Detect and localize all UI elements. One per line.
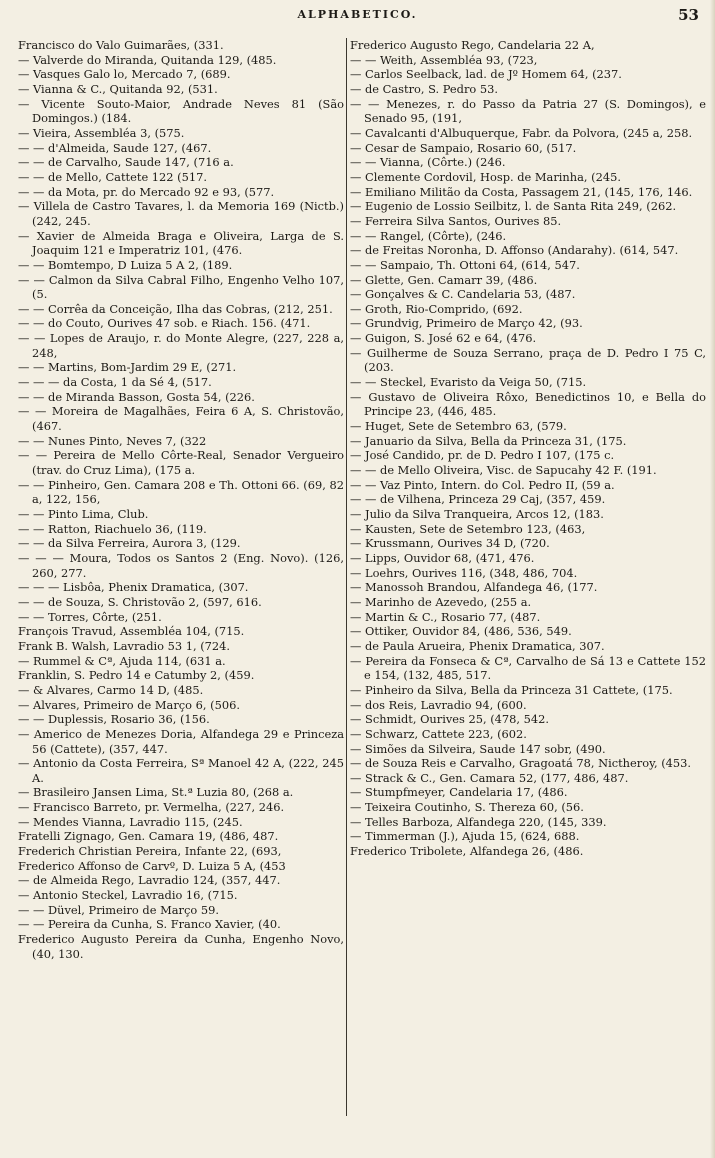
directory-entry: — — Vaz Pinto, Intern. do Col. Pedro II, (59 a. — [350, 477, 615, 492]
directory-entry: — — — da Costa, 1 da Sé 4, (517. — [18, 375, 212, 390]
directory-entry: — — de Mello Oliveira, Visc. de Sapucahy 42 F. (191. — [350, 463, 657, 478]
directory-entry: — — d'Almeida, Saude 127, (467. — [18, 140, 212, 155]
page-number: 53 — [678, 6, 699, 24]
right-column — [350, 38, 706, 859]
directory-entry: — — — Lisbôa, Phenix Dramatica, (307. — [18, 580, 249, 595]
directory-entry: — de Castro, S. Pedro 53. — [350, 81, 498, 96]
directory-entry: — — Vianna, (Côrte.) (246. — [350, 155, 506, 170]
directory-entry: — Antonio Steckel, Lavradio 16, (715. — [18, 888, 238, 903]
directory-entry: — Mendes Vianna, Lavradio 115, (245. — [18, 814, 243, 829]
directory-entry: — & Alvares, Carmo 14 D, (485. — [18, 682, 204, 697]
directory-entry: — Groth, Rio-Comprido, (692. — [350, 301, 523, 316]
directory-entry: — de Almeida Rego, Lavradio 124, (357, 447. — [18, 873, 281, 888]
directory-entry: — Ottiker, Ouvidor 84, (486, 536, 549. — [350, 624, 572, 639]
directory-entry: — — Weith, Assembléa 93, (723, — [350, 52, 538, 67]
directory-entry: — — do Couto, Ourives 47 sob. e Riach. 156. (471. — [18, 316, 311, 331]
directory-entry: — — de Mello, Cattete 122 (517. — [18, 169, 207, 184]
directory-entry: — — Pereira de Mello Côrte-Real, Senador Vergueiro (trav. do Cruz Lima), (175 a. — [18, 448, 344, 478]
directory-entry: — Xavier de Almeida Braga e Oliveira, Larga de S. Joaquim 121 e Imperatriz 101, (476. — [18, 228, 344, 258]
directory-entry: — — Torres, Côrte, (251. — [18, 609, 162, 624]
left-column — [18, 38, 344, 961]
directory-entry: Franklin, S. Pedro 14 e Catumby 2, (459. — [18, 668, 255, 683]
directory-entry: — — Moreira de Magalhães, Feira 6 A, S. Christovão, (467. — [18, 404, 344, 434]
directory-entry: — Antonio da Costa Ferreira, Sª Manoel 42 A, (222, 245 A. — [18, 756, 344, 785]
directory-entry: — — Nunes Pinto, Neves 7, (322 — [18, 433, 207, 448]
directory-columns — [18, 38, 710, 1118]
directory-entry: — — Düvel, Primeiro de Março 59. — [18, 902, 219, 917]
directory-entry: — Timmerman (J.), Ajuda 15, (624, 688. — [350, 829, 580, 844]
directory-entry: — — Rangel, (Côrte), (246. — [350, 228, 507, 243]
directory-entry: Frederico Tribolete, Alfandega 26, (486. — [350, 844, 584, 859]
directory-entry: — Emiliano Militão da Costa, Passagem 21, (145, 176, 146. — [350, 184, 693, 199]
directory-entry: — Strack & C., Gen. Camara 52, (177, 486, 487. — [350, 770, 629, 785]
directory-entry: — — da Mota, pr. do Mercado 92 e 93, (577. — [18, 184, 275, 199]
directory-entry: — dos Reis, Lavradio 94, (600. — [350, 697, 527, 712]
directory-entry: — de Souza Reis e Carvalho, Gragoatá 78, Nictheroy, (453. — [350, 756, 692, 771]
directory-entry: — Huget, Sete de Setembro 63, (579. — [350, 419, 567, 434]
directory-entry: — — Menezes, r. do Passo da Patria 27 (S. Domingos), e Senado 95, (191, — [350, 96, 706, 126]
directory-entry: — Brasileiro Jansen Lima, St.ª Luzia 80, (268 a. — [18, 785, 294, 800]
directory-entry: — Clemente Cordovil, Hosp. de Marinha, (245. — [350, 169, 621, 184]
directory-entry: — — Duplessis, Rosario 36, (156. — [18, 712, 210, 727]
directory-entry: — Schwarz, Cattete 223, (602. — [350, 726, 527, 741]
directory-entry: — — Sampaio, Th. Ottoni 64, (614, 547. — [350, 257, 580, 272]
directory-entry: — — da Silva Ferreira, Aurora 3, (129. — [18, 536, 241, 551]
page-edge-shadow — [710, 0, 715, 1158]
directory-entry: François Travud, Assembléa 104, (715. — [18, 624, 245, 639]
directory-entry: — Schmidt, Ourives 25, (478, 542. — [350, 712, 550, 727]
directory-entry: — Vieira, Assembléa 3, (575. — [18, 125, 185, 140]
directory-entry: — — Steckel, Evaristo da Veiga 50, (715. — [350, 375, 587, 390]
directory-entry: — — Ratton, Riachuelo 36, (119. — [18, 521, 207, 536]
directory-entry: — Krussmann, Ourives 34 D, (720. — [350, 536, 550, 551]
directory-entry: — Martin & C., Rosario 77, (487. — [350, 609, 541, 624]
directory-entry: — Rummel & Cª, Ajuda 114, (631 a. — [18, 653, 226, 668]
column-divider — [346, 38, 347, 1116]
directory-entry: — Kausten, Sete de Setembro 123, (463, — [350, 521, 586, 536]
directory-entry: — Julio da Silva Tranqueira, Arcos 12, (183. — [350, 507, 604, 521]
directory-entry: — Marinho de Azevedo, (255 a. — [350, 594, 532, 609]
directory-entry: Frederico Augusto Rego, Candelaria 22 A, — [350, 38, 595, 52]
directory-entry: — Lipps, Ouvidor 68, (471, 476. — [350, 550, 535, 565]
directory-entry: — Vicente Souto-Maior, Andrade Neves 81 (São Domingos.) (184. — [18, 96, 344, 126]
directory-entry: — Pinheiro da Silva, Bella da Princeza 31 Cattete, (175. — [350, 682, 673, 697]
directory-entry: Frederico Augusto Pereira da Cunha, Engenho Novo, (40, 130. — [18, 932, 344, 961]
directory-entry: — Villela de Castro Tavares, l. da Memoria 169 (Nictb.) (242, 245. — [18, 199, 344, 228]
directory-entry: — Telles Barboza, Alfandega 220, (145, 339. — [350, 814, 607, 829]
directory-entry: — — de Carvalho, Saude 147, (716 a. — [18, 155, 234, 170]
directory-entry: — Guigon, S. José 62 e 64, (476. — [350, 331, 537, 346]
directory-entry: — Simões da Silveira, Saude 147 sobr, (490. — [350, 741, 606, 756]
directory-entry: — José Candido, pr. de D. Pedro I 107, (175 c. — [350, 448, 615, 463]
directory-entry: — Grundvig, Primeiro de Março 42, (93. — [350, 316, 583, 331]
directory-entry: — Americo de Menezes Doria, Alfandega 29 e Princeza 56 (Cattete), (357, 447. — [18, 726, 344, 756]
directory-entry: — de Freitas Noronha, D. Affonso (Andarahy). (614, 547. — [350, 243, 679, 258]
directory-entry: — — Corrêa da Conceição, Ilha das Cobras, (212, 251. — [18, 301, 333, 316]
directory-entry: — — Calmon da Silva Cabral Filho, Engenho Velho 107, (5. — [18, 272, 344, 302]
directory-entry: — — de Vilhena, Princeza 29 Caj, (357, 459. — [350, 492, 606, 507]
directory-entry: — — Pinto Lima, Club. — [18, 507, 149, 521]
directory-entry: — Francisco Barreto, pr. Vermelha, (227, 246. — [18, 800, 285, 815]
running-title: ALPHABETICO. — [297, 8, 418, 21]
directory-entry: Francisco do Valo Guimarães, (331. — [18, 38, 224, 52]
directory-entry: — Vasques Galo lo, Mercado 7, (689. — [18, 67, 231, 82]
directory-entry: — Pereira da Fonseca & Cª, Carvalho de Sá 13 e Cattete 152 e 154, (132, 485, 517. — [350, 653, 706, 683]
directory-entry: — Januario da Silva, Bella da Princeza 31, (175. — [350, 433, 627, 448]
directory-entry: Frederich Christian Pereira, Infante 22, (693, — [18, 844, 282, 859]
page-header — [0, 4, 715, 26]
directory-entry: — Ferreira Silva Santos, Ourives 85. — [350, 213, 562, 228]
directory-entry: — — de Souza, S. Christovão 2, (597, 616. — [18, 594, 262, 609]
directory-entry: — Glette, Gen. Camarr 39, (486. — [350, 272, 538, 287]
directory-entry: Frank B. Walsh, Lavradio 53 1, (724. — [18, 638, 231, 653]
directory-entry: — Cesar de Sampaio, Rosario 60, (517. — [350, 140, 577, 155]
directory-entry: — Gustavo de Oliveira Rôxo, Benedictinos 10, e Bella do Principe 23, (446, 485. — [350, 389, 706, 419]
directory-entry: — — Lopes de Araujo, r. do Monte Alegre, (227, 228 a, 248, — [18, 331, 344, 360]
directory-entry: — — — Moura, Todos os Santos 2 (Eng. Novo). (126, 260, 277. — [18, 550, 344, 580]
directory-entry: — Carlos Seelback, lad. de Jº Homem 64, (237. — [350, 67, 622, 82]
directory-entry: — — Bomtempo, D Luiza 5 A 2, (189. — [18, 257, 233, 272]
directory-entry: — — Pinheiro, Gen. Camara 208 e Th. Ottoni 66. (69, 82 a, 122, 156, — [18, 477, 344, 507]
directory-entry: — — Pereira da Cunha, S. Franco Xavier, (40. — [18, 917, 281, 932]
directory-entry: — — de Miranda Basson, Gosta 54, (226. — [18, 389, 255, 404]
directory-entry: — Valverde do Miranda, Quitanda 129, (485. — [18, 52, 277, 67]
directory-entry: — Manossoh Brandou, Alfandega 46, (177. — [350, 580, 598, 595]
directory-entry: — Eugenio de Lossio Seilbitz, l. de Santa Rita 249, (262. — [350, 199, 677, 214]
directory-entry: — Teixeira Coutinho, S. Thereza 60, (56. — [350, 800, 584, 815]
directory-entry: — Vianna & C., Quitanda 92, (531. — [18, 81, 218, 96]
directory-entry: — — Martins, Bom-Jardim 29 E, (271. — [18, 360, 237, 375]
directory-entry: — Guilherme de Souza Serrano, praça de D. Pedro I 75 C, (203. — [350, 345, 706, 375]
directory-entry: — de Paula Arueira, Phenix Dramatica, 307. — [350, 638, 605, 653]
directory-entry: — Stumpfmeyer, Candelaria 17, (486. — [350, 785, 568, 800]
directory-entry: Fratelli Zignago, Gen. Camara 19, (486, 487. — [18, 829, 279, 844]
directory-entry: — Loehrs, Ourives 116, (348, 486, 704. — [350, 565, 578, 580]
directory-entry: — Alvares, Primeiro de Março 6, (506. — [18, 697, 240, 712]
directory-entry: — Cavalcanti d'Albuquerque, Fabr. da Polvora, (245 a, 258. — [350, 125, 693, 140]
directory-entry: — Gonçalves & C. Candelaria 53, (487. — [350, 287, 576, 302]
directory-entry: Frederico Affonso de Carvº, D. Luiza 5 A, (453 — [18, 858, 286, 873]
